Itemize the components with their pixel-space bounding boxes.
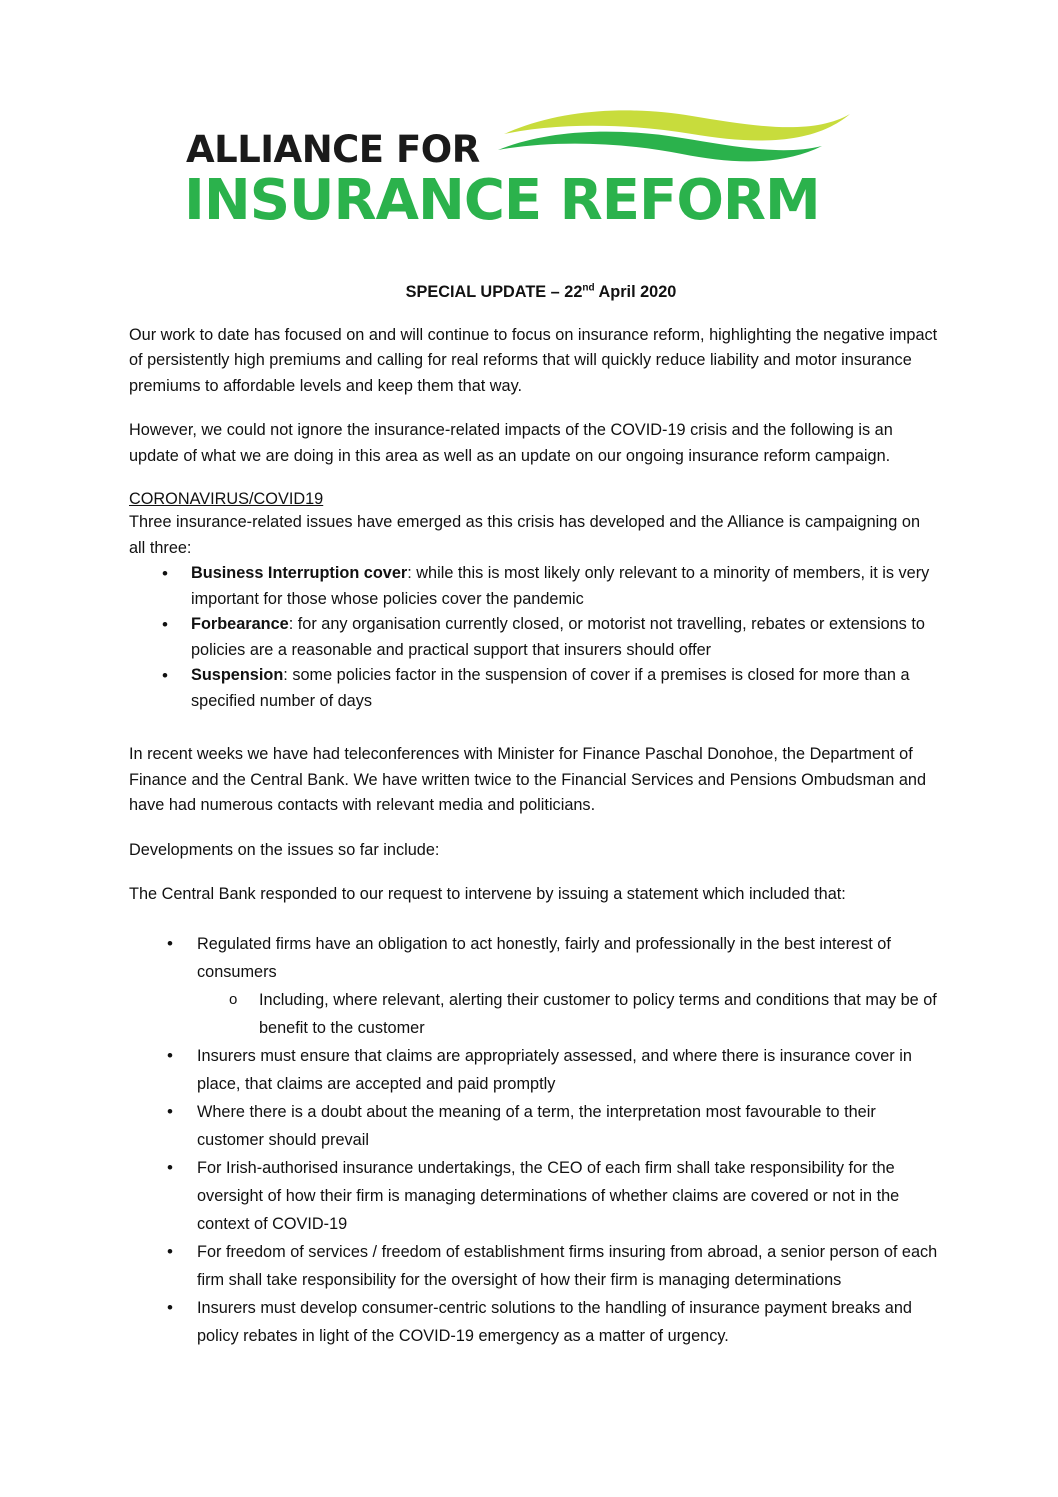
list-item: [129, 561, 939, 612]
paragraph-central-bank: The Central Bank responded to our request to intervene by issuing a statement which included that:: [129, 885, 846, 903]
point-text: Regulated firms have an obligation to act honestly, fairly and professionally in the best interest of consumers: [197, 934, 891, 981]
logo-text-insurance-reform: INSURANCE REFORM: [184, 168, 820, 233]
title-superscript: nd: [582, 282, 595, 294]
section-heading-coronavirus: CORONAVIRUS/COVID19: [129, 490, 324, 508]
issue-term: Suspension: [191, 666, 284, 684]
central-bank-points-list: [129, 930, 939, 1350]
list-item: • Insurers must develop consumer-centric solutions to the handling of insurance payment breaks and policy rebates in light of the COVID-19 emergency as a matter of urgency.: [129, 1294, 939, 1350]
issue-term: Forbearance: [191, 615, 289, 633]
list-item: • For Irish-authorised insurance undertakings, the CEO of each firm shall take responsibility for the oversight of how their firm is managing determinations of whether claims are covered or not in the context of COVID-19: [129, 1154, 939, 1238]
logo-text-alliance-for: ALLIANCE FOR: [186, 128, 480, 171]
swoosh-graphic: [492, 106, 852, 176]
issue-text: : for any organisation currently closed, or motorist not travelling, rebates or extensions to policies are a reasonable and practical support that insurers should offer: [191, 615, 925, 659]
issues-list: [129, 561, 939, 714]
list-item: • Where there is a doubt about the meaning of a term, the interpretation most favourable to their customer should prevail: [129, 1098, 939, 1154]
issue-term: Business Interruption cover: [191, 564, 408, 582]
list-item: [129, 930, 939, 1042]
sub-list: [197, 986, 939, 1042]
list-item: [129, 612, 939, 663]
page-title: [129, 280, 939, 306]
title-suffix: April 2020: [594, 283, 677, 301]
section-intro: Three insurance-related issues have emerged as this crisis has developed and the Alliance is campaigning on all three:: [129, 513, 920, 557]
list-item: • For freedom of services / freedom of establishment firms insuring from abroad, a senior person of each firm shall take responsibility for the oversight of how their firm is managing determinations: [129, 1238, 939, 1294]
list-item: [129, 663, 939, 714]
paragraph-teleconferences: In recent weeks we have had teleconferences with Minister for Finance Paschal Donohoe, the Department of Finance and the Central Bank. We have written twice to the Financial Services and Pensions Ombudsman and have had numerous contacts with relevant media and politicians.: [129, 745, 927, 814]
document-body: [129, 280, 939, 1350]
paragraph-intro: Our work to date has focused on and will continue to focus on insurance reform, highlighting the negative impact of persistently high premiums and calling for real reforms that will quickly reduce liability and motor insurance premiums to affordable levels and keep them that way.: [129, 325, 938, 395]
title-prefix: SPECIAL UPDATE – 22: [405, 283, 583, 301]
sub-list-item: o Including, where relevant, alerting their customer to policy terms and conditions that may be of benefit to the customer: [197, 986, 939, 1042]
list-item: • Insurers must ensure that claims are appropriately assessed, and where there is insurance cover in place, that claims are accepted and paid promptly: [129, 1042, 939, 1098]
issue-text: : some policies factor in the suspension of cover if a premises is closed for more than a specified number of days: [191, 666, 910, 710]
paragraph-developments: Developments on the issues so far include:: [129, 840, 440, 859]
issue-text: : while this is most likely only relevant to a minority of members, it is very important for those whose policies cover the pandemic: [191, 564, 930, 608]
paragraph-covid-impact: However, we could not ignore the insurance-related impacts of the COVID-19 crisis and the following is an update of what we are doing in this area as well as an update on our ongoing insurance reform campaign.: [129, 421, 893, 465]
alliance-logo: [186, 106, 856, 236]
